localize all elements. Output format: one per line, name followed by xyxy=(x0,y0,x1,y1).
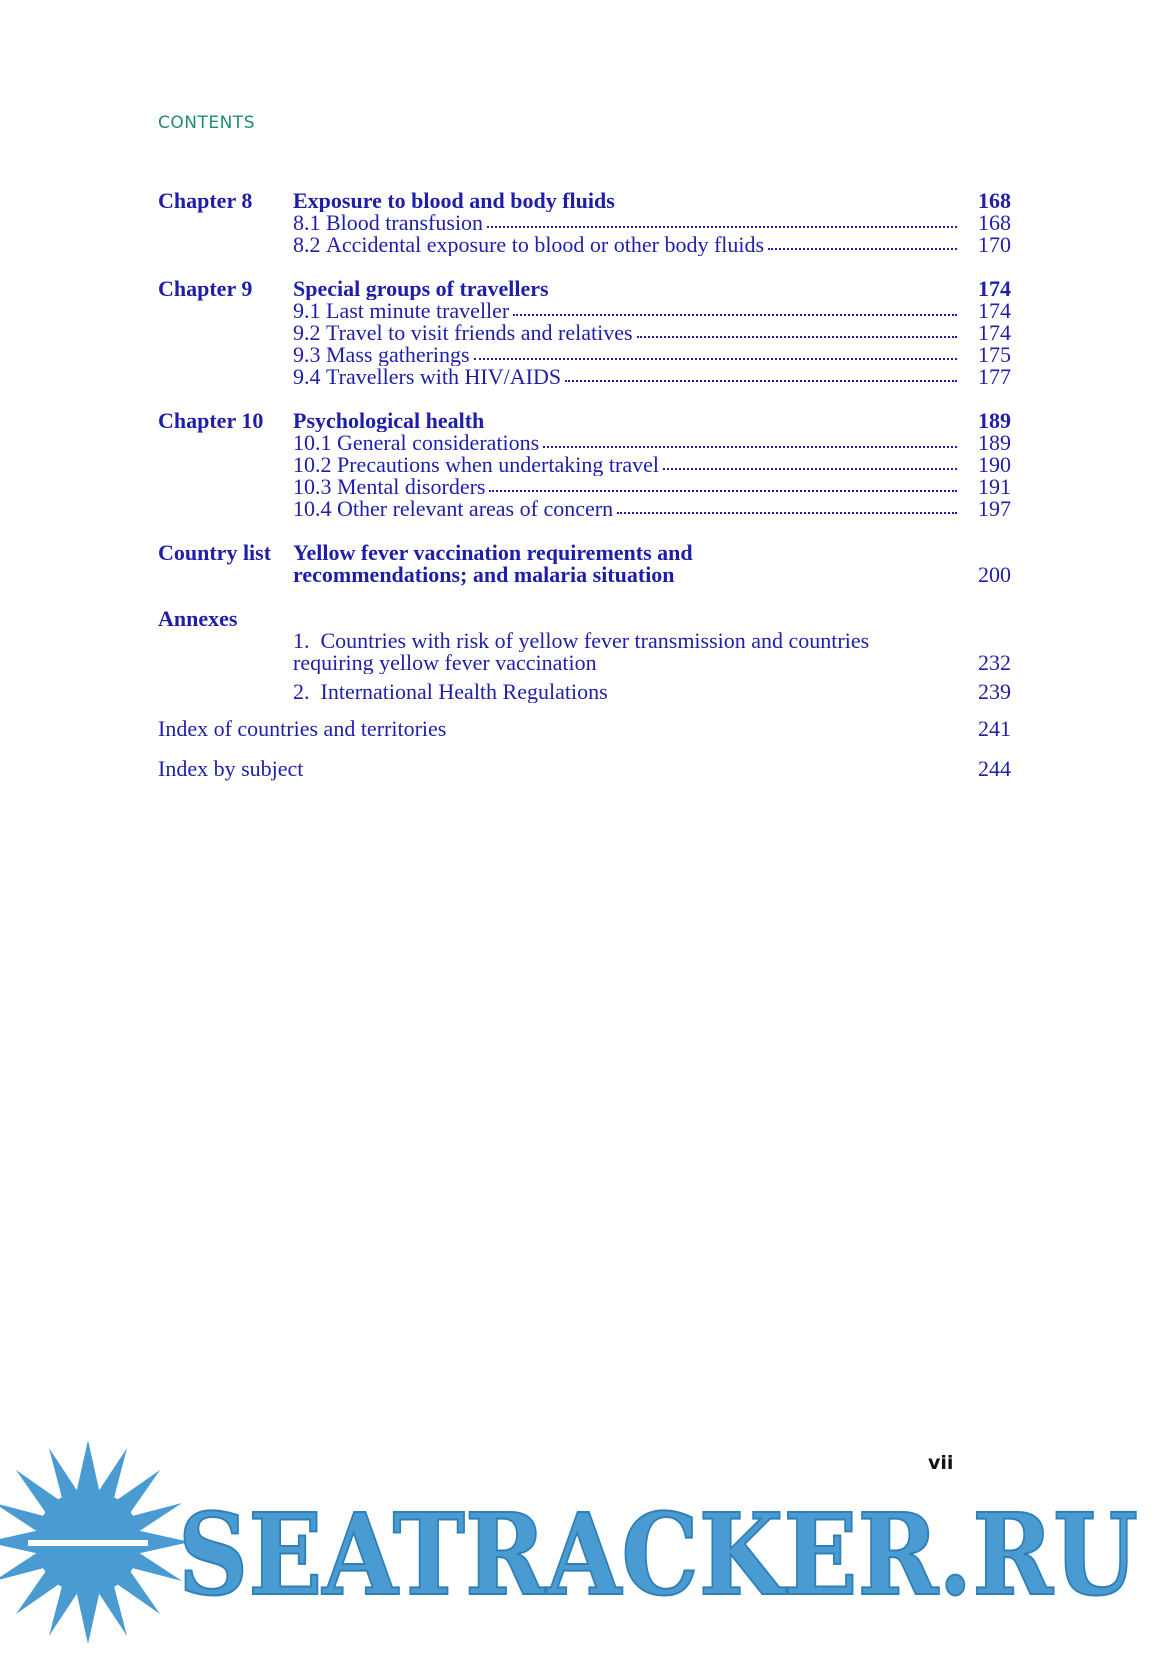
page-number: 175 xyxy=(978,342,1011,367)
annexes-heading-row xyxy=(158,608,1011,630)
page-number: 190 xyxy=(978,452,1011,477)
index-row[interactable] xyxy=(158,718,1011,740)
index-title: Index of countries and territories xyxy=(158,716,447,741)
section-number: 10.4 xyxy=(293,498,332,520)
chapter-10-row[interactable] xyxy=(158,410,1011,432)
country-list-row[interactable] xyxy=(158,542,1011,564)
section-title: Accidental exposure to blood or other body fluids xyxy=(326,234,765,256)
section-title: Blood transfusion xyxy=(326,212,484,234)
annex-title-line1: Countries with risk of yellow fever transmission and countries xyxy=(320,630,870,652)
section-title: Mass gatherings xyxy=(326,344,470,366)
chapter-title: Psychological health xyxy=(293,410,485,432)
annex-title-line1: International Health Regulations xyxy=(320,681,608,703)
chapter-label: Chapter 8 xyxy=(158,188,253,213)
page-number: 174 xyxy=(978,298,1011,323)
section-row[interactable] xyxy=(158,300,1011,322)
section-row[interactable] xyxy=(158,498,1011,520)
section-row[interactable] xyxy=(158,432,1011,454)
country-list-label: Country list xyxy=(158,540,272,565)
section-number: 9.1 xyxy=(293,300,321,322)
page-number: 232 xyxy=(978,650,1011,675)
section-row[interactable] xyxy=(158,322,1011,344)
section-row[interactable] xyxy=(158,344,1011,366)
page-number: 168 xyxy=(978,188,1011,213)
index-title: Index by subject xyxy=(158,756,304,781)
section-number: 10.3 xyxy=(293,476,332,498)
page-number: 189 xyxy=(978,430,1011,455)
section-number: 10.1 xyxy=(293,432,332,454)
section-row[interactable] xyxy=(158,476,1011,498)
page-number: 174 xyxy=(978,320,1011,345)
page-number: 168 xyxy=(978,210,1011,235)
annex-row[interactable] xyxy=(158,630,1011,652)
annex-number: 1. xyxy=(293,630,310,652)
section-row[interactable] xyxy=(158,454,1011,476)
section-title: Travel to visit friends and relatives xyxy=(326,322,633,344)
page-number: 191 xyxy=(978,474,1011,499)
section-title: Travellers with HIV/AIDS xyxy=(326,366,562,388)
annexes-label: Annexes xyxy=(158,606,238,631)
country-list-title-line2: recommendations; and malaria situation xyxy=(293,564,675,586)
chapter-9-row[interactable] xyxy=(158,278,1011,300)
table-of-contents xyxy=(158,190,1011,780)
section-title: Last minute traveller xyxy=(326,300,510,322)
country-list-title-line1: Yellow fever vaccination requirements and xyxy=(293,542,693,564)
annex-title-line2: requiring yellow fever vaccination xyxy=(293,652,597,674)
dot-leader xyxy=(474,357,957,360)
section-title: Other relevant areas of concern xyxy=(337,498,614,520)
dot-leader xyxy=(663,467,957,470)
dot-leader xyxy=(513,313,957,316)
chapter-label: Chapter 9 xyxy=(158,276,253,301)
chapter-title: Special groups of travellers xyxy=(293,278,549,300)
section-number: 9.2 xyxy=(293,322,321,344)
page-number: 177 xyxy=(978,364,1011,389)
sun-logo-icon xyxy=(0,1440,190,1644)
section-number: 8.1 xyxy=(293,212,321,234)
section-title: General considerations xyxy=(337,432,540,454)
running-head: CONTENTS xyxy=(158,113,255,133)
chapter-label: Chapter 10 xyxy=(158,408,264,433)
dot-leader xyxy=(489,489,957,492)
watermark xyxy=(0,1400,1166,1654)
page-number: 197 xyxy=(978,496,1011,521)
index-row[interactable] xyxy=(158,758,1011,780)
section-title: Mental disorders xyxy=(337,476,486,498)
dot-leader xyxy=(617,511,957,514)
page-number: 241 xyxy=(978,716,1011,741)
page-number: 200 xyxy=(978,562,1011,587)
page-number: 244 xyxy=(978,756,1011,781)
dot-leader xyxy=(543,445,957,448)
dot-leader xyxy=(565,379,957,382)
country-list-row-cont[interactable] xyxy=(158,564,1011,586)
page-number: 239 xyxy=(978,679,1011,704)
page-number: 174 xyxy=(978,276,1011,301)
dot-leader xyxy=(487,225,957,228)
section-row[interactable] xyxy=(158,212,1011,234)
section-row[interactable] xyxy=(158,234,1011,256)
annex-number: 2. xyxy=(293,681,310,703)
annex-row[interactable] xyxy=(158,681,1011,703)
section-number: 9.4 xyxy=(293,366,321,388)
chapter-8-row[interactable] xyxy=(158,190,1011,212)
dot-leader xyxy=(637,335,957,338)
page-number: 189 xyxy=(978,408,1011,433)
section-number: 8.2 xyxy=(293,234,321,256)
section-number: 10.2 xyxy=(293,454,332,476)
section-title: Precautions when undertaking travel xyxy=(337,454,659,476)
dot-leader xyxy=(768,247,957,250)
page-number: 170 xyxy=(978,232,1011,257)
chapter-title: Exposure to blood and body fluids xyxy=(293,190,615,212)
page-folio: vii xyxy=(928,1452,954,1474)
annex-row-cont[interactable] xyxy=(158,652,1011,674)
watermark-text: SEATRACKER.RU xyxy=(178,1490,1138,1621)
section-row[interactable] xyxy=(158,366,1011,388)
section-number: 9.3 xyxy=(293,344,321,366)
